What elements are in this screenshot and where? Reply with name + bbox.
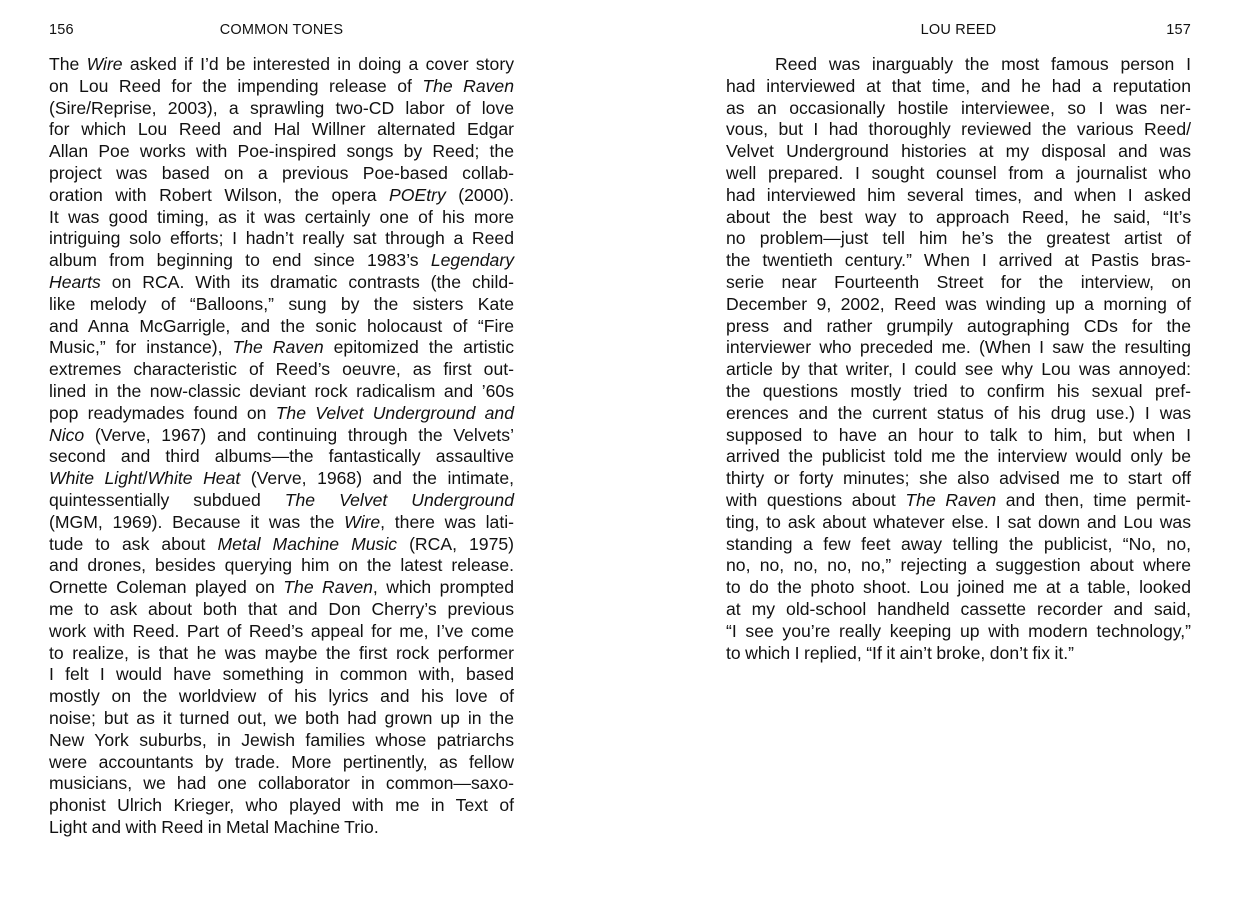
text-line: Reed was inarguably the most famous person I xyxy=(775,54,1191,74)
text-line: lined in the now-classic deviant rock radicalism and ’60s xyxy=(49,380,514,401)
italic-title: The Raven xyxy=(905,489,997,510)
text-line: quintessentially subdued The Velvet Underground xyxy=(49,489,514,510)
right-page xyxy=(726,0,1191,912)
text-line: noise; but as it turned out, we both had grown up in the xyxy=(49,707,514,728)
text-line: vous, but I had thoroughly reviewed the various Reed/ xyxy=(726,119,1191,140)
text-line: serie near Fourteenth Street for the interview, on xyxy=(726,271,1191,292)
text-line: White Light/White Heat (Verve, 1968) and the intimate, xyxy=(49,468,514,489)
text-line: the questions mostly tried to confirm his sexual pref- xyxy=(726,380,1191,401)
text-line: arrived the publicist told me the interview would only be xyxy=(726,446,1191,467)
text-line: supposed to have an hour to talk to him, but when I xyxy=(726,424,1191,445)
text-line: Music,” for instance), The Raven epitomized the artistic xyxy=(49,337,514,358)
text-line: standing a few feet away telling the publicist, “No, no, xyxy=(726,533,1191,554)
italic-title: The Raven xyxy=(422,75,514,96)
text-line: work with Reed. Part of Reed’s appeal for me, I’ve come xyxy=(49,620,514,641)
page-number: 156 xyxy=(49,22,74,38)
text-line: had interviewed at that time, and he had a reputation xyxy=(726,75,1191,96)
text-line: pop readymades found on The Velvet Underground and xyxy=(49,402,514,423)
text-line: (MGM, 1969). Because it was the Wire, there was lati- xyxy=(49,511,515,532)
running-head-title: LOU REED xyxy=(920,22,997,38)
text-line: Ornette Coleman played on The Raven, which prompted xyxy=(49,577,514,598)
text-line: like melody of “Balloons,” sung by the sisters Kate xyxy=(49,293,514,314)
text-line: well prepared. I sought counsel from a journalist who xyxy=(726,162,1191,183)
text-line: on Lou Reed for the impending release of The Raven xyxy=(49,75,514,96)
right-running-head xyxy=(726,22,1191,40)
text-line: the twentieth century.” When I arrived at Pastis bras- xyxy=(726,250,1191,271)
italic-title: Nico xyxy=(49,424,85,445)
text-line: at my old-school handheld cassette recorder and said, xyxy=(726,598,1191,619)
text-line: to which I replied, “If it ain’t broke, don’t fix it.” xyxy=(726,642,1075,663)
text-line: had interviewed him several times, and when I asked xyxy=(726,184,1191,205)
body-text xyxy=(49,54,514,839)
italic-title: Metal Machine Music xyxy=(217,533,398,554)
text-line: project was based on a previous Poe-based collab- xyxy=(49,162,514,183)
text-line: no problem—just tell him he’s the greatest artist of xyxy=(726,228,1191,249)
text-line: were accountants by trade. More pertinently, as fellow xyxy=(49,751,514,772)
text-line: album from beginning to end since 1983’s Legendary xyxy=(49,250,514,271)
text-line: Hearts on RCA. With its dramatic contrasts (the child- xyxy=(49,271,514,292)
italic-title: The Velvet Underground and xyxy=(275,402,514,423)
text-line: interviewer who preceded me. (When I saw the resulting xyxy=(726,337,1191,358)
text-line: me to ask about both that and Don Cherry’s previous xyxy=(49,598,514,619)
running-head-title: COMMON TONES xyxy=(219,22,344,38)
text-line: and drones, besides querying him on the latest release. xyxy=(49,555,514,576)
italic-title: Hearts xyxy=(49,271,101,292)
text-line: phonist Ulrich Krieger, who played with me in Text of xyxy=(49,795,514,816)
text-line: The Wire asked if I’d be interested in doing a cover story xyxy=(49,54,514,74)
italic-title: Wire xyxy=(86,54,123,74)
text-line: extremes characteristic of Reed’s oeuvre, as first out- xyxy=(49,359,514,380)
text-line: Nico (Verve, 1967) and continuing through the Velvets’ xyxy=(49,424,514,445)
italic-title: The Raven xyxy=(283,577,373,598)
text-line: as an occasionally hostile interviewee, so I was ner- xyxy=(726,97,1191,118)
italic-title: The Velvet Underground xyxy=(284,489,514,510)
text-line: and Anna McGarrigle, and the sonic holocaust of “Fire xyxy=(49,315,514,336)
text-line: erences and the current status of his drug use.) I was xyxy=(726,402,1191,423)
text-line: press and rather grumpily autographing CDs for the xyxy=(726,315,1191,336)
text-line: musicians, we had one collaborator in common—saxo- xyxy=(49,773,514,794)
text-line: tude to ask about Metal Machine Music (RCA, 1975) xyxy=(49,533,514,554)
text-line: December 9, 2002, Reed was winding up a morning of xyxy=(726,293,1191,314)
left-page xyxy=(49,0,514,912)
text-line: intriguing solo efforts; I hadn’t really sat through a Reed xyxy=(49,228,514,249)
text-line: Light and with Reed in Metal Machine Trio. xyxy=(49,816,379,837)
text-line: (Sire/Reprise, 2003), a sprawling two-CD labor of love xyxy=(49,97,514,118)
body-text xyxy=(726,54,1191,664)
text-line: Velvet Underground histories at my disposal and was xyxy=(726,141,1191,162)
italic-title: White Light xyxy=(49,468,143,489)
text-line: New York suburbs, in Jewish families whose patriarchs xyxy=(49,729,514,750)
text-line: thirty or forty minutes; she also advised me to start off xyxy=(726,468,1191,489)
text-line: for which Lou Reed and Hal Willner alternated Edgar xyxy=(49,119,514,140)
italic-title: Wire xyxy=(344,511,381,532)
text-line: article by that writer, I could see why Lou was annoyed: xyxy=(726,359,1191,380)
text-line: second and third albums—the fantastically assaultive xyxy=(49,446,514,467)
text-line: mostly on the worldview of his lyrics and his love of xyxy=(49,686,514,707)
text-line: It was good timing, as it was certainly one of his more xyxy=(49,206,514,227)
text-line: Allan Poe works with Poe-inspired songs by Reed; the xyxy=(49,141,514,162)
text-line: with questions about The Raven and then, time permit- xyxy=(726,489,1191,510)
text-line: to do the photo shoot. Lou joined me at a table, looked xyxy=(726,577,1191,598)
text-line: “I see you’re really keeping up with modern technology,” xyxy=(726,620,1191,641)
text-line: oration with Robert Wilson, the opera POEtry (2000). xyxy=(49,184,514,205)
italic-title: White Heat xyxy=(147,468,241,489)
text-line: ting, to ask about whatever else. I sat down and Lou was xyxy=(726,511,1191,532)
text-line: about the best way to approach Reed, he said, “It’s xyxy=(726,206,1191,227)
page-number: 157 xyxy=(1166,22,1191,38)
italic-title: Legendary xyxy=(430,250,514,271)
text-line: no, no, no, no, no,” rejecting a suggestion about where xyxy=(726,555,1191,576)
italic-title: The Raven xyxy=(232,337,324,358)
text-line: to realize, is that he was maybe the first rock performer xyxy=(49,642,514,663)
text-line: I felt I would have something in common with, based xyxy=(49,664,514,685)
left-running-head xyxy=(49,22,514,40)
italic-title: POEtry xyxy=(389,184,446,205)
